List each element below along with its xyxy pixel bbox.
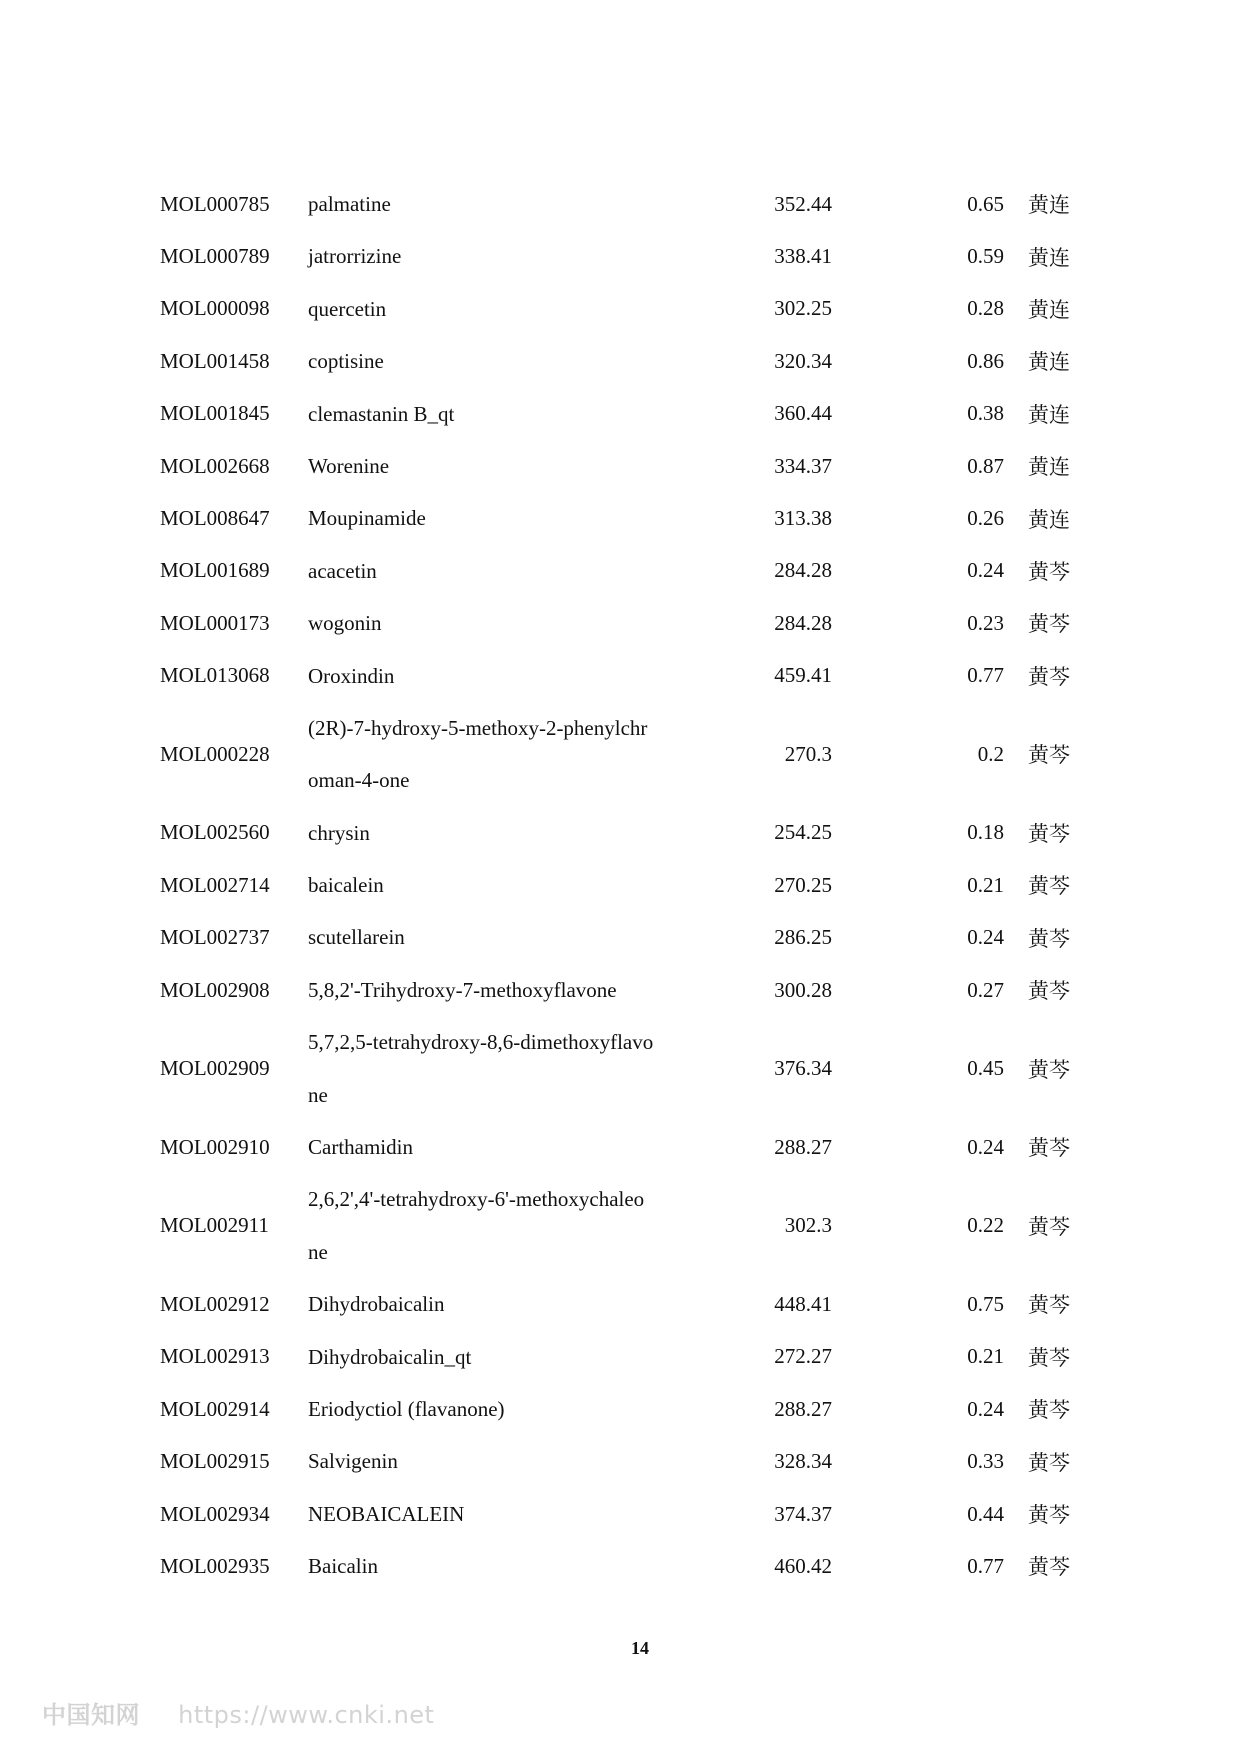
compound-id-cell: MOL013068 [160, 663, 270, 688]
compound-name-cell [308, 492, 666, 544]
molecular-weight-cell: 328.34 [774, 1449, 832, 1474]
herb-name-cell: 黄芩 [1028, 612, 1070, 637]
molecular-weight-cell: 320.34 [774, 348, 832, 373]
compound-name-line: ne [308, 1082, 328, 1107]
herb-name-cell: 黄连 [1028, 245, 1070, 270]
ob-value-cell: 0.45 [967, 1056, 1004, 1081]
herb-name-cell: 黄芩 [1028, 664, 1070, 689]
molecular-weight-cell: 459.41 [774, 663, 832, 688]
table-row [160, 859, 1070, 911]
compound-name-line: Dihydrobaicalin [308, 1292, 445, 1317]
compound-name-cell [308, 1331, 666, 1383]
molecular-weight-cell: 270.3 [784, 741, 832, 766]
compound-id-cell: MOL002913 [160, 1344, 270, 1369]
compound-name-cell [308, 859, 666, 911]
molecular-weight-cell: 376.34 [774, 1056, 832, 1081]
compound-name-line: NEOBAICALEIN [308, 1501, 465, 1526]
compound-name-cell [308, 1540, 666, 1592]
compound-name-line: Moupinamide [308, 506, 426, 531]
compound-name-line: wogonin [308, 611, 382, 636]
ob-value-cell: 0.22 [967, 1213, 1004, 1238]
table-row [160, 545, 1070, 597]
compound-id-cell: MOL001845 [160, 401, 270, 426]
compound-name-cell [308, 1435, 666, 1487]
table-row [160, 807, 1070, 859]
compound-id-cell: MOL008647 [160, 506, 270, 531]
molecular-weight-cell: 313.38 [774, 506, 832, 531]
compound-name-line: chrysin [308, 820, 370, 845]
table-row [160, 1278, 1070, 1330]
compound-id-cell: MOL002560 [160, 820, 270, 845]
table-row [160, 1121, 1070, 1173]
watermark-logo-text: 中国知网 [42, 1701, 140, 1729]
molecular-weight-cell: 302.25 [774, 296, 832, 321]
compound-id-cell: MOL002914 [160, 1396, 270, 1421]
compound-name-line: 2,6,2',4'-tetrahydroxy-6'-methoxychaleo [308, 1187, 645, 1212]
herb-name-cell: 黄芩 [1028, 821, 1070, 846]
table-row [160, 911, 1070, 963]
molecular-weight-cell: 270.25 [774, 872, 832, 897]
table-row [160, 597, 1070, 649]
compound-id-cell: MOL002908 [160, 977, 270, 1002]
herb-name-cell: 黄芩 [1028, 1057, 1070, 1082]
compound-table [160, 178, 1070, 1593]
table-row [160, 702, 1070, 807]
herb-name-cell: 黄芩 [1028, 1293, 1070, 1318]
molecular-weight-cell: 288.27 [774, 1396, 832, 1421]
table-row [160, 492, 1070, 544]
compound-name-cell [308, 702, 666, 807]
ob-value-cell: 0.77 [967, 1553, 1004, 1578]
compound-name-cell [308, 440, 666, 492]
compound-name-line: Oroxindin [308, 663, 395, 688]
herb-name-cell: 黄连 [1028, 297, 1070, 322]
compound-name-line: oman-4-one [308, 768, 410, 793]
ob-value-cell: 0.26 [967, 506, 1004, 531]
compound-name-cell [308, 1121, 666, 1173]
compound-name-line: (2R)-7-hydroxy-5-methoxy-2-phenylchr [308, 715, 648, 740]
ob-value-cell: 0.77 [967, 663, 1004, 688]
compound-id-cell: MOL001689 [160, 558, 270, 583]
herb-name-cell: 黄连 [1028, 507, 1070, 532]
compound-name-line: quercetin [308, 296, 387, 321]
molecular-weight-cell: 286.25 [774, 925, 832, 950]
ob-value-cell: 0.21 [967, 1344, 1004, 1369]
compound-name-line: Worenine [308, 453, 390, 478]
compound-name-line: palmatine [308, 192, 391, 216]
compound-name-line: jatrorrizine [308, 244, 402, 269]
compound-id-cell: MOL002737 [160, 925, 270, 950]
table-row [160, 230, 1070, 282]
compound-name-cell [308, 1383, 666, 1435]
molecular-weight-cell: 284.28 [774, 558, 832, 583]
compound-id-cell: MOL002915 [160, 1449, 270, 1474]
compound-name-cell [308, 964, 666, 1016]
compound-id-cell: MOL002714 [160, 872, 270, 897]
table-row [160, 1173, 1070, 1278]
herb-name-cell: 黄芩 [1028, 1345, 1070, 1370]
ob-value-cell: 0.21 [967, 872, 1004, 897]
compound-id-cell: MOL002910 [160, 1134, 270, 1159]
herb-name-cell: 黄芩 [1028, 1214, 1070, 1239]
table-row [160, 388, 1070, 440]
compound-id-cell: MOL001458 [160, 348, 270, 373]
herb-name-cell: 黄芩 [1028, 1450, 1070, 1475]
compound-name-line: Dihydrobaicalin_qt [308, 1344, 472, 1369]
herb-name-cell: 黄芩 [1028, 743, 1070, 768]
table-row [160, 283, 1070, 335]
ob-value-cell: 0.65 [967, 191, 1004, 216]
page-number: 14 [631, 1638, 649, 1658]
molecular-weight-cell: 254.25 [774, 820, 832, 845]
compound-id-cell: MOL002934 [160, 1501, 270, 1526]
ob-value-cell: 0.44 [967, 1501, 1004, 1526]
compound-name-line: scutellarein [308, 925, 405, 950]
herb-name-cell: 黄芩 [1028, 874, 1070, 899]
compound-name-line: clemastanin B_qt [308, 401, 455, 426]
compound-name-cell [308, 230, 666, 282]
table-row [160, 178, 1070, 230]
compound-name-cell [308, 650, 666, 702]
compound-name-cell [308, 283, 666, 335]
compound-name-line: acacetin [308, 558, 377, 583]
ob-value-cell: 0.23 [967, 610, 1004, 635]
molecular-weight-cell: 334.37 [774, 453, 832, 478]
table-row [160, 335, 1070, 387]
table-row [160, 1435, 1070, 1487]
compound-name-cell [308, 388, 666, 440]
ob-value-cell: 0.75 [967, 1291, 1004, 1316]
table-row [160, 1331, 1070, 1383]
table-row [160, 964, 1070, 1016]
herb-name-cell: 黄芩 [1028, 1136, 1070, 1161]
herb-name-cell: 黄芩 [1028, 1555, 1070, 1580]
herb-name-cell: 黄芩 [1028, 1503, 1070, 1527]
compound-name-cell [308, 807, 666, 859]
ob-value-cell: 0.2 [977, 741, 1004, 766]
compound-name-cell [308, 911, 666, 963]
compound-name-line: baicalein [308, 873, 384, 898]
ob-value-cell: 0.27 [967, 977, 1004, 1002]
compound-name-cell [308, 335, 666, 387]
compound-name-line: 5,8,2'-Trihydroxy-7-methoxyflavone [308, 977, 617, 1002]
molecular-weight-cell: 374.37 [774, 1501, 832, 1526]
compound-id-cell: MOL002912 [160, 1291, 270, 1316]
compound-name-line: coptisine [308, 349, 384, 374]
ob-value-cell: 0.24 [967, 925, 1004, 950]
herb-name-cell: 黄芩 [1028, 926, 1070, 951]
compound-name-cell [308, 1173, 666, 1278]
molecular-weight-cell: 460.42 [774, 1553, 832, 1578]
compound-table-body [160, 178, 1070, 1593]
molecular-weight-cell: 272.27 [774, 1344, 832, 1369]
ob-value-cell: 0.24 [967, 1396, 1004, 1421]
compound-id-cell: MOL000098 [160, 296, 270, 321]
compound-name-line: Baicalin [308, 1554, 378, 1579]
herb-name-cell: 黄连 [1028, 455, 1070, 480]
compound-name-cell [308, 178, 666, 230]
ob-value-cell: 0.18 [967, 820, 1004, 845]
compound-id-cell: MOL000785 [160, 191, 270, 216]
herb-name-cell: 黄连 [1028, 350, 1070, 375]
ob-value-cell: 0.24 [967, 558, 1004, 583]
ob-value-cell: 0.86 [967, 348, 1004, 373]
herb-name-cell: 黄芩 [1028, 979, 1070, 1004]
compound-id-cell: MOL002668 [160, 453, 270, 478]
compound-name-line: Salvigenin [308, 1449, 398, 1474]
molecular-weight-cell: 300.28 [774, 977, 832, 1002]
watermark [42, 1695, 434, 1730]
compound-name-cell [308, 1488, 666, 1540]
compound-name-line: Eriodyctiol (flavanone) [308, 1397, 505, 1422]
molecular-weight-cell: 352.44 [774, 191, 832, 216]
compound-id-cell: MOL002909 [160, 1056, 270, 1081]
herb-name-cell: 黄芩 [1028, 1398, 1070, 1423]
compound-name-cell [308, 597, 666, 649]
compound-id-cell: MOL000228 [160, 741, 270, 766]
molecular-weight-cell: 360.44 [774, 401, 832, 426]
compound-name-cell [308, 1278, 666, 1330]
table-row [160, 440, 1070, 492]
table-row [160, 1383, 1070, 1435]
molecular-weight-cell: 284.28 [774, 610, 832, 635]
compound-name-line: Carthamidin [308, 1135, 413, 1160]
table-row [160, 1540, 1070, 1592]
compound-name-line: 5,7,2,5-tetrahydroxy-8,6-dimethoxyflavo [308, 1030, 654, 1055]
table-row [160, 1016, 1070, 1121]
molecular-weight-cell: 288.27 [774, 1134, 832, 1159]
ob-value-cell: 0.59 [967, 244, 1004, 269]
herb-name-cell: 黄芩 [1028, 559, 1070, 584]
ob-value-cell: 0.28 [967, 296, 1004, 321]
compound-id-cell: MOL002935 [160, 1553, 270, 1578]
table-row [160, 650, 1070, 702]
herb-name-cell: 黄连 [1028, 193, 1070, 218]
molecular-weight-cell: 448.41 [774, 1291, 832, 1316]
watermark-url: https://www.cnki.net [178, 1701, 435, 1729]
ob-value-cell: 0.38 [967, 401, 1004, 426]
compound-id-cell: MOL002911 [160, 1213, 269, 1238]
compound-name-line: ne [308, 1239, 328, 1264]
table-row [160, 1488, 1070, 1540]
compound-id-cell: MOL000173 [160, 610, 270, 635]
ob-value-cell: 0.24 [967, 1134, 1004, 1159]
compound-name-cell [308, 1016, 666, 1121]
ob-value-cell: 0.33 [967, 1449, 1004, 1474]
molecular-weight-cell: 338.41 [774, 244, 832, 269]
herb-name-cell: 黄连 [1028, 402, 1070, 427]
compound-id-cell: MOL000789 [160, 244, 270, 269]
molecular-weight-cell: 302.3 [784, 1213, 832, 1238]
compound-name-cell [308, 545, 666, 597]
ob-value-cell: 0.87 [967, 453, 1004, 478]
